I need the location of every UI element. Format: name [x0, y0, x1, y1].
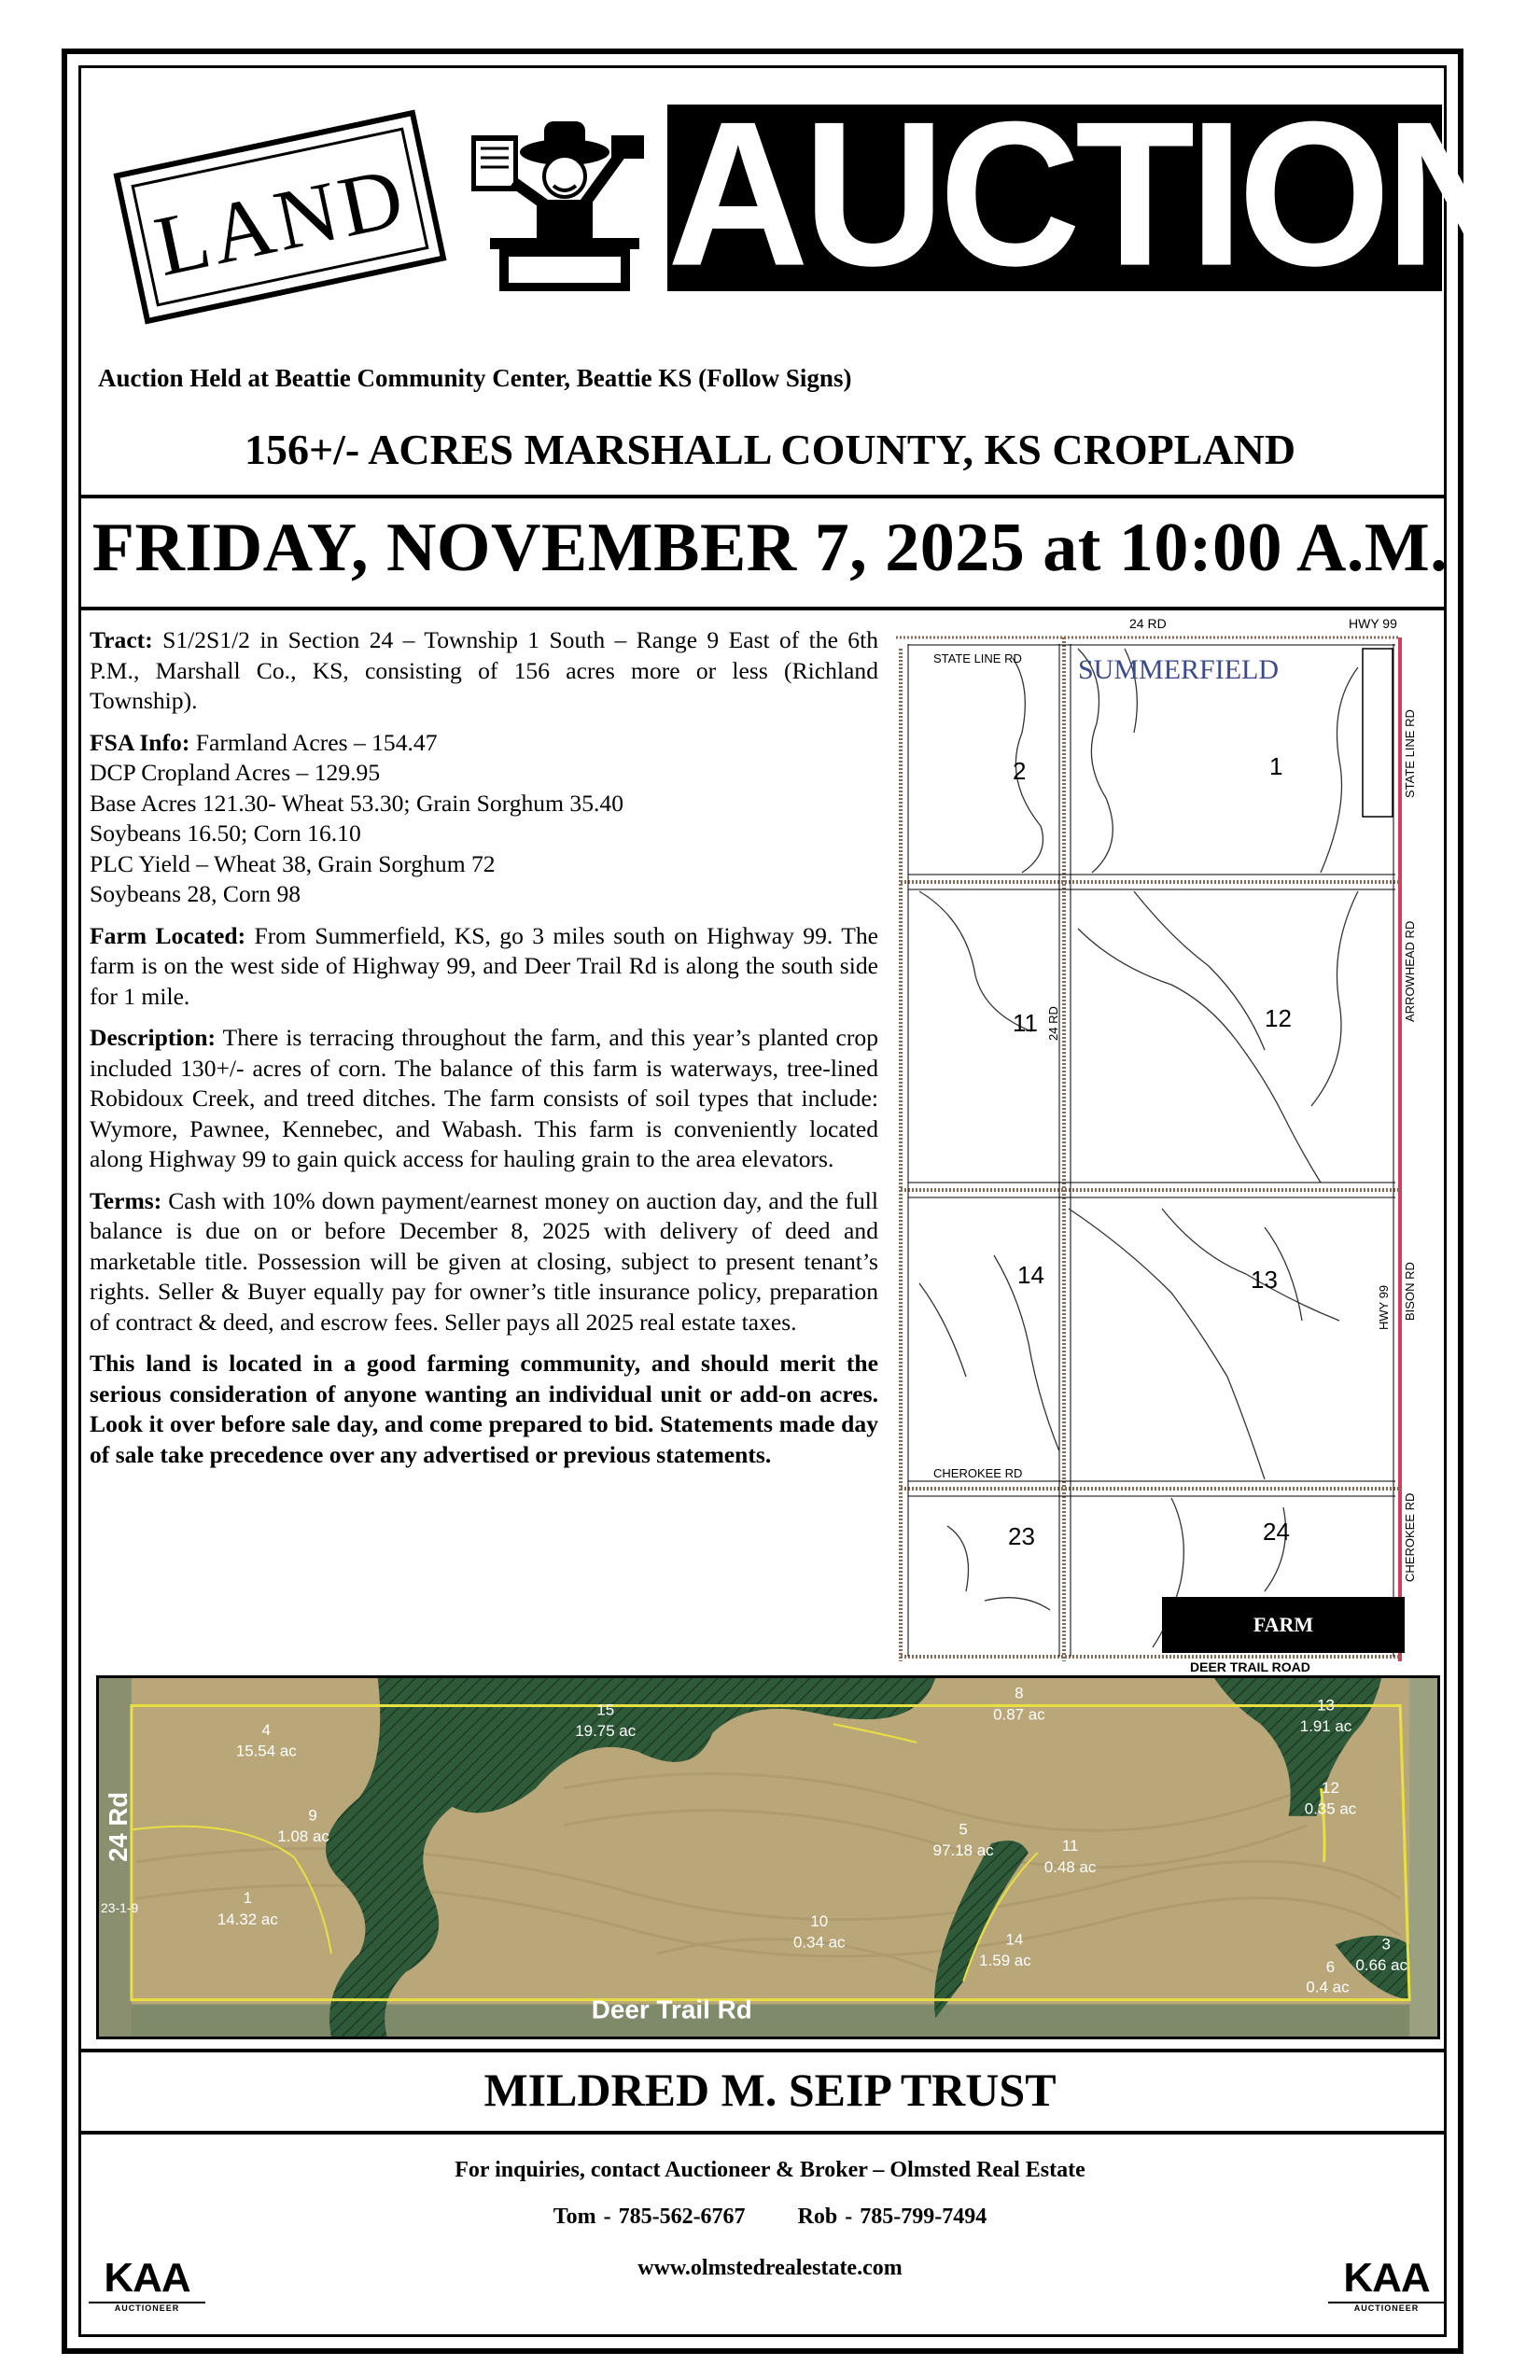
field-acres: 15.54 ac — [235, 1742, 297, 1760]
tom-phone: Tom - 785-562-6767 — [553, 2205, 746, 2229]
map-section-11: 11 — [1013, 1009, 1038, 1037]
divider — [78, 607, 1447, 610]
map-mid-24rd: 24 RD — [1046, 1006, 1060, 1041]
divider — [78, 495, 1447, 498]
located-paragraph — [90, 921, 878, 1013]
rob-phone: Rob - 785-799-7494 — [797, 2205, 987, 2229]
deer-trail-road-label: DEER TRAIL ROAD — [1190, 1659, 1310, 1674]
closing-paragraph: This land is located in a good farming community, and should merit the serious consideration of anyone wanting an individual unit or add-on acres. Look it over before sale day, and come prepared to bid. Statements made day of sale take precedence over any advertised or previous statements. — [90, 1350, 878, 1468]
field-acres: 0.4 ac — [1306, 1978, 1350, 1996]
map-section-13: 13 — [1251, 1266, 1278, 1294]
phone-line — [0, 2205, 1540, 2230]
map-cherokee-side: CHEROKEE RD — [1403, 1492, 1417, 1582]
map-section-24: 24 — [1263, 1518, 1290, 1546]
description-paragraph — [90, 1023, 878, 1175]
fsa-line: PLC Yield – Wheat 38, Grain Sorghum 72 — [90, 849, 496, 877]
fsa-line: Soybeans 16.50; Corn 16.10 — [90, 819, 361, 847]
aerial-road-24rd: 24 Rd — [103, 1791, 133, 1862]
field-acres: 97.18 ac — [932, 1841, 994, 1860]
map-town: SUMMERFIELD — [1078, 654, 1280, 685]
map-arrowhead-rd: ARROWHEAD RD — [1403, 920, 1417, 1022]
field-num: 5 — [959, 1820, 968, 1839]
field-acres: 0.48 ac — [1043, 1857, 1097, 1876]
field-num: 11 — [1061, 1837, 1079, 1855]
seller-name: MILDRED M. SEIP TRUST — [483, 2064, 1057, 2116]
field-num: 14 — [1005, 1930, 1024, 1949]
map-state-line-rd: STATE LINE RD — [933, 651, 1022, 665]
map-top-road: 24 RD — [1129, 616, 1167, 631]
located-label: Farm Located: — [90, 921, 246, 949]
fsa-line: Farmland Acres – 154.47 — [195, 728, 438, 756]
tract-text: S1/2S1/2 in Section 24 – Township 1 South – Range 9 East of the 6th P.M., Marshall Co., KS, consisting of 156 acres more or less (Richland Township). — [90, 626, 878, 714]
aerial-corner-code: 23-1-9 — [100, 1900, 139, 1916]
field-acres: 0.87 ac — [993, 1705, 1045, 1724]
auction-title: AUCTION — [667, 78, 1521, 309]
field-num: 13 — [1317, 1696, 1335, 1715]
field-acres: 19.75 ac — [575, 1722, 637, 1741]
field-num: 3 — [1381, 1935, 1391, 1953]
description-label: Description: — [90, 1024, 217, 1051]
map-right-state-line: STATE LINE RD — [1403, 709, 1417, 798]
field-acres: 14.32 ac — [217, 1910, 278, 1928]
terms-paragraph — [90, 1186, 878, 1338]
fsa-line: Soybeans 28, Corn 98 — [90, 880, 301, 907]
located-text: From Summerfield, KS, go 3 miles south on Highway 99. The farm is on the west side of Highway 99, and Deer Trail Rd is along the south side for 1 mile. — [90, 921, 878, 1010]
auction-banner — [667, 78, 1521, 309]
field-num: 15 — [596, 1701, 615, 1719]
map-section-23: 23 — [1008, 1522, 1035, 1550]
map-section-12: 12 — [1265, 1004, 1292, 1032]
farm-label: FARM — [1162, 1597, 1405, 1653]
map-section-14: 14 — [1017, 1261, 1044, 1289]
terms-text: Cash with 10% down payment/earnest money on auction day, and the full balance is due on or before December 8, 2025 with delivery of deed and marketable title. Possession will be given at closing, subject to present tenant’s rights. Seller & Buyer equally pay for owner’s title insurance policy, preparation of contract & deed, and escrow fees. Seller pays all 2025 real estate taxes. — [90, 1186, 878, 1336]
kaa-logo-sub: AUCTIONEER — [89, 2302, 205, 2313]
field-acres: 1.08 ac — [277, 1827, 329, 1846]
field-acres: 0.35 ac — [1304, 1799, 1357, 1818]
tract-label: Tract: — [90, 626, 153, 653]
kaa-logo-left — [89, 2257, 205, 2313]
kaa-logo-text: KAA — [1343, 2255, 1430, 2301]
tract-paragraph — [90, 625, 878, 717]
acres-heading: 156+/- ACRES MARSHALL COUNTY, KS CROPLAND — [244, 426, 1296, 473]
section-map — [891, 611, 1417, 1666]
map-bison-rd: BISON RD — [1403, 1262, 1417, 1321]
map-top-hwy: HWY 99 — [1349, 616, 1397, 631]
kaa-logo-right — [1328, 2257, 1445, 2313]
kaa-logo-sub: AUCTIONEER — [1328, 2302, 1445, 2313]
land-label: LAND — [147, 147, 415, 295]
field-acres: 0.34 ac — [793, 1933, 846, 1952]
fsa-line: DCP Cropland Acres – 129.95 — [90, 759, 381, 786]
aerial-photo — [96, 1675, 1440, 2039]
field-num: 4 — [261, 1721, 271, 1740]
map-section-2: 2 — [1013, 757, 1027, 785]
field-num: 10 — [810, 1911, 829, 1930]
field-acres: 0.66 ac — [1355, 1956, 1408, 1975]
kaa-logo-text: KAA — [104, 2255, 190, 2301]
field-num: 6 — [1325, 1958, 1336, 1977]
details-column — [90, 625, 878, 1481]
field-num: 8 — [1015, 1684, 1024, 1702]
map-cherokee-rd: CHEROKEE RD — [933, 1466, 1023, 1480]
fsa-paragraph — [90, 728, 878, 910]
aerial-road-deer-trail: Deer Trail Rd — [591, 1995, 752, 2024]
map-hwy99-side: HWY 99 — [1377, 1284, 1391, 1330]
field-acres: 1.91 ac — [1299, 1717, 1352, 1736]
field-num: 12 — [1322, 1779, 1339, 1798]
contact-line: For inquiries, contact Auctioneer & Broker – Olmsted Real Estate — [455, 2158, 1085, 2182]
auction-location: Auction Held at Beattie Community Center, Beattie KS (Follow Signs) — [98, 364, 852, 392]
website-link[interactable]: www.olmstedrealestate.com — [637, 2256, 903, 2280]
divider — [78, 2131, 1447, 2135]
fsa-line: Base Acres 121.30- Wheat 53.30; Grain Sorghum 35.40 — [90, 789, 623, 817]
auctioneer-clipart — [471, 117, 658, 294]
divider — [78, 2049, 1447, 2052]
auction-date: FRIDAY, NOVEMBER 7, 2025 at 10:00 A.M. — [91, 510, 1449, 586]
description-text: There is terracing throughout the farm, and this year’s planted crop included 130+/- acres of corn. The balance of this farm is waterways, tree-lined Robidoux Creek, and treed ditches. The farm consists of soil types that include: Wymore, Pawnee, Kennebec, and Wabash. This farm is conveniently located along Highway 99 to gain quick access for hauling grain to the area elevators. — [90, 1024, 879, 1172]
field-num: 9 — [308, 1806, 317, 1825]
map-section-1: 1 — [1269, 752, 1283, 780]
field-num: 1 — [243, 1889, 253, 1908]
fsa-label: FSA Info: — [90, 728, 190, 756]
field-acres: 1.59 ac — [979, 1952, 1031, 1970]
terms-label: Terms: — [90, 1186, 162, 1214]
